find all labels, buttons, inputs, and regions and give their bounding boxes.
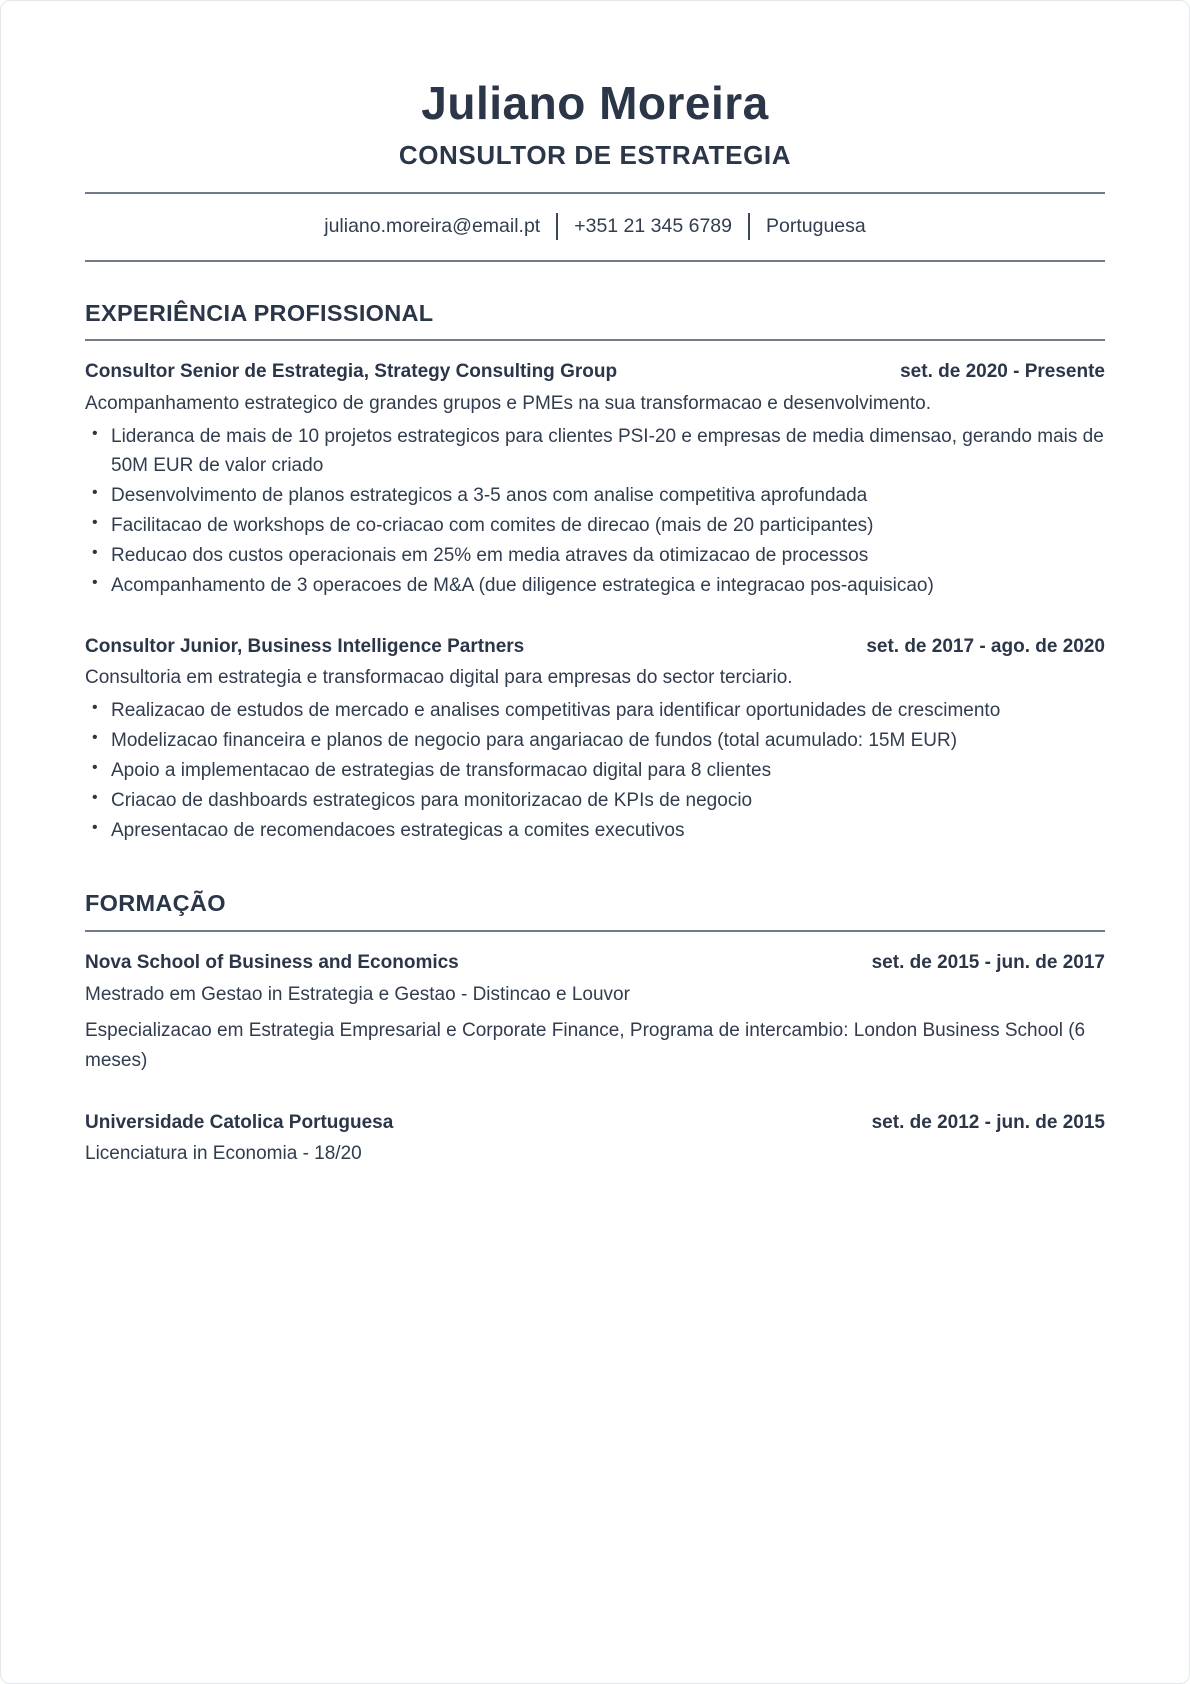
bullet-icon: •	[92, 819, 98, 837]
bullet-icon: •	[92, 573, 98, 591]
job-bullet-text: Facilitacao de workshops de co-criacao com comites de direcao (mais de 20 participantes)	[111, 514, 874, 536]
education-entry	[85, 949, 1105, 1076]
school-details: Especializacao em Estrategia Empresarial e Corporate Finance, Programa de intercambio: London Business School (6 meses)	[85, 1019, 1086, 1071]
experience-heading: EXPERIÊNCIA PROFISSIONAL	[85, 299, 434, 326]
job-bullet-text: Modelizacao financeira e planos de negocio para angariacao de fundos (total acumulado: 15M EUR)	[111, 730, 958, 752]
job-bullet-text: Desenvolvimento de planos estrategicos a 3-5 anos com analise competitiva aprofundada	[111, 484, 868, 506]
job-bullet	[85, 422, 1105, 480]
school-name: Nova School of Business and Economics	[85, 951, 459, 973]
job-bullet	[85, 481, 1105, 510]
experience-entry-head	[85, 633, 1105, 661]
contact-separator-icon	[748, 213, 750, 240]
school-dates: set. de 2015 - jun. de 2017	[871, 951, 1105, 973]
job-summary: Consultoria em estrategia e transformacao digital para empresas do sector terciario.	[85, 667, 793, 689]
job-bullet-text: Realizacao de estudos de mercado e analises competitivas para identificar oportunidades de crescimento	[111, 700, 1001, 722]
education-heading: FORMAÇÃO	[85, 890, 226, 917]
section-education	[85, 892, 1105, 1168]
job-bullet-text: Criacao de dashboards estrategicos para monitorizacao de KPIs de negocio	[111, 790, 753, 812]
job-dates: set. de 2017 - ago. de 2020	[866, 635, 1105, 657]
contact-email: juliano.moreira@email.pt	[324, 215, 541, 238]
experience-entry	[85, 358, 1105, 600]
education-entry-head	[85, 1109, 1105, 1137]
job-bullet	[85, 571, 1105, 600]
school-degree: Mestrado em Gestao in Estrategia e Gestao - Distincao e Louvor	[85, 983, 630, 1005]
bullet-icon: •	[92, 759, 98, 777]
job-bullet	[85, 816, 1105, 845]
education-entry-head	[85, 949, 1105, 977]
job-title: Consultor Junior, Business Intelligence Partners	[85, 635, 525, 657]
contact-line	[85, 194, 1105, 260]
contact-nationality: Portuguesa	[766, 215, 866, 238]
education-heading-rule	[85, 930, 1105, 932]
job-bullet-text: Apoio a implementacao de estrategias de transformacao digital para 8 clientes	[111, 760, 772, 782]
job-bullet	[85, 786, 1105, 815]
job-bullet	[85, 726, 1105, 755]
resume-header	[85, 77, 1105, 262]
job-summary: Acompanhamento estrategico de grandes grupos e PMEs na sua transformacao e desenvolvimento.	[85, 392, 931, 414]
job-bullet-text: Apresentacao de recomendacoes estrategicas a comites executivos	[111, 820, 685, 842]
person-name: Juliano Moreira	[421, 77, 769, 129]
experience-entry-head	[85, 358, 1105, 386]
school-degree: Licenciatura in Economia - 18/20	[85, 1143, 362, 1165]
job-bullet	[85, 511, 1105, 540]
job-bullet-text: Lideranca de mais de 10 projetos estrategicos para clientes PSI-20 e empresas de media dimensao, gerando mais de 50M EUR de valor criado	[111, 425, 1104, 476]
bullet-icon: •	[92, 513, 98, 531]
bullet-icon: •	[92, 699, 98, 717]
experience-entry	[85, 633, 1105, 846]
section-experience	[85, 299, 1105, 846]
job-bullet-list	[85, 422, 1105, 600]
job-bullet-text: Reducao dos custos operacionais em 25% em media atraves da otimizacao de processos	[111, 544, 869, 566]
experience-heading-rule	[85, 339, 1105, 341]
job-bullet	[85, 541, 1105, 570]
bullet-icon: •	[92, 483, 98, 501]
school-name: Universidade Catolica Portuguesa	[85, 1111, 394, 1133]
school-dates: set. de 2012 - jun. de 2015	[871, 1111, 1105, 1133]
contact-phone: +351 21 345 6789	[574, 215, 732, 238]
header-divider-bottom	[85, 260, 1105, 262]
job-bullet	[85, 696, 1105, 725]
bullet-icon: •	[92, 543, 98, 561]
job-bullet	[85, 756, 1105, 785]
bullet-icon: •	[92, 424, 98, 442]
job-title: Consultor Senior de Estrategia, Strategy Consulting Group	[85, 361, 618, 383]
job-bullet-text: Acompanhamento de 3 operacoes de M&A (due diligence estrategica e integracao pos-aquisicao)	[111, 574, 934, 596]
bullet-icon: •	[92, 789, 98, 807]
bullet-icon: •	[92, 729, 98, 747]
contact-separator-icon	[556, 213, 558, 240]
education-entry	[85, 1109, 1105, 1169]
person-job-title: CONSULTOR DE ESTRATEGIA	[398, 139, 792, 170]
job-dates: set. de 2020 - Presente	[900, 361, 1105, 383]
job-bullet-list	[85, 696, 1105, 845]
